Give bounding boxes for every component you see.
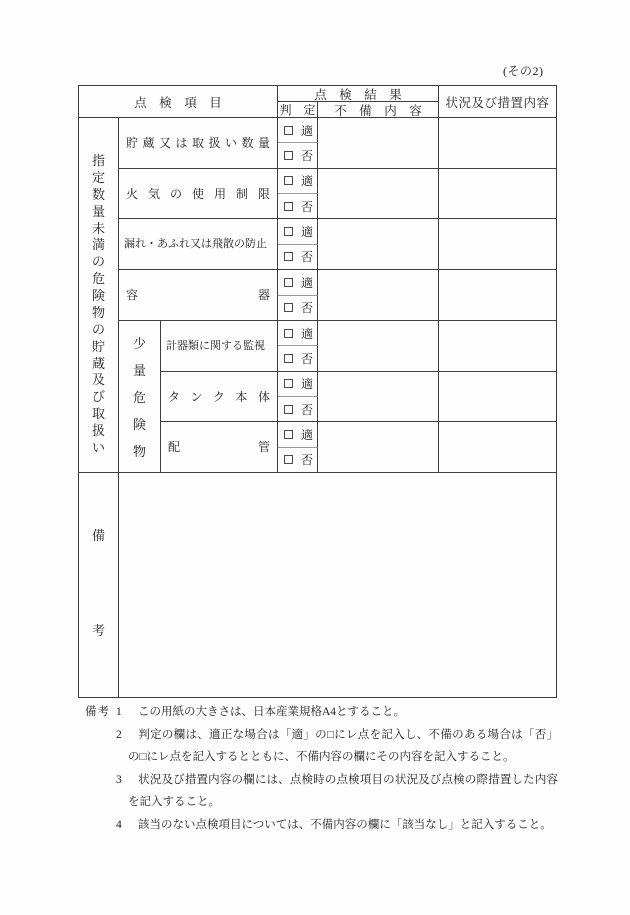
status-cell-container: [439, 270, 556, 321]
checkbox-no-icon[interactable]: [284, 202, 293, 211]
checkbox-ok-icon[interactable]: [284, 126, 293, 135]
checkbox-ok-icon[interactable]: [284, 176, 293, 185]
row-label-gauge-monitoring: 計器類に関する監視: [161, 321, 278, 372]
checkbox-no-icon[interactable]: [284, 252, 293, 261]
sub-group-label-small-quantity-hazmat: 少 量 危 険 物: [119, 321, 161, 473]
row-label-tank-body: タンク本体: [161, 372, 278, 423]
judge-no-tank-body[interactable]: 否: [278, 397, 318, 422]
header-inspection-items: 点 検 項 目: [79, 86, 278, 118]
header-judgement: 判 定: [278, 102, 318, 118]
row-label-fire-restriction: 火気の使用制限: [119, 169, 278, 220]
defect-cell-leak-prevention: [318, 219, 439, 270]
header-inspection-result: 点 検 結 果: [278, 86, 439, 102]
status-cell-fire-restriction: [439, 169, 556, 220]
footnote-2: 2 判定の欄は、適正な場合は「適」の□にレ点を記入し、不備のある場合は「否」の□にレ点を記入するとともに、不備内容の欄にその内容を記入すること。: [116, 728, 558, 763]
defect-cell-tank-body: [318, 372, 439, 423]
defect-cell-gauge-monitoring: [318, 321, 439, 372]
footnotes-list: [116, 701, 558, 836]
status-cell-tank-body: [439, 372, 556, 423]
checkbox-ok-icon[interactable]: [284, 278, 293, 287]
checkbox-ok-icon[interactable]: [284, 227, 293, 236]
row-label-piping: 配管: [161, 422, 278, 473]
footnote-4: 4 該当のない点検項目については、不備内容の欄に「該当なし」と記入すること。: [116, 818, 552, 831]
defect-cell-fire-restriction: [318, 169, 439, 220]
footnotes-label: 備考: [85, 706, 110, 718]
checkbox-no-icon[interactable]: [284, 455, 293, 464]
judge-no-storage-quantity[interactable]: 否: [278, 143, 318, 168]
row-label-leak-prevention: 漏れ・あふれ又は飛散の防止: [119, 219, 278, 270]
judge-ok-storage-quantity[interactable]: 適: [278, 118, 318, 143]
remarks-input-area: [119, 473, 556, 697]
checkbox-ok-icon[interactable]: [284, 379, 293, 388]
defect-cell-storage-quantity: [318, 118, 439, 169]
judge-ok-piping[interactable]: 適: [278, 422, 318, 447]
footnote-1: 1 この用紙の大きさは、日本産業規格A4とすること。: [116, 706, 406, 718]
checkbox-no-icon[interactable]: [284, 354, 293, 363]
defect-cell-piping: [318, 422, 439, 473]
checkbox-ok-icon[interactable]: [284, 430, 293, 439]
status-cell-gauge-monitoring: [439, 321, 556, 372]
judge-ok-fire-restriction[interactable]: 適: [278, 169, 318, 194]
page-corner-label: (その2): [503, 64, 544, 78]
judge-no-piping[interactable]: 否: [278, 448, 318, 473]
checkbox-no-icon[interactable]: [284, 405, 293, 414]
row-label-storage-quantity: 貯蔵又は取扱い数量: [119, 118, 278, 169]
judge-no-container[interactable]: 否: [278, 296, 318, 321]
judge-ok-gauge-monitoring[interactable]: 適: [278, 321, 318, 346]
footnote-3: 3 状況及び措置内容の欄には、点検時の点検項目の状況及び点検の際措置した内容を記入すること。: [116, 773, 558, 808]
judge-no-leak-prevention[interactable]: 否: [278, 245, 318, 270]
group-label-designated-quantity: 指 定 数 量 未 満 の 危 険 物 の 貯 蔵 及 び 取 扱 い: [79, 118, 119, 473]
remarks-row-label: 備 考: [79, 473, 119, 697]
judge-ok-tank-body[interactable]: 適: [278, 372, 318, 397]
inspection-table: [78, 85, 557, 698]
status-cell-storage-quantity: [439, 118, 556, 169]
defect-cell-container: [318, 270, 439, 321]
judge-ok-leak-prevention[interactable]: 適: [278, 219, 318, 244]
judge-no-gauge-monitoring[interactable]: 否: [278, 346, 318, 371]
checkbox-no-icon[interactable]: [284, 151, 293, 160]
checkbox-no-icon[interactable]: [284, 303, 293, 312]
header-status-measures: 状況及び措置内容: [439, 86, 556, 118]
checkbox-ok-icon[interactable]: [284, 329, 293, 338]
judge-no-fire-restriction[interactable]: 否: [278, 194, 318, 219]
judge-ok-container[interactable]: 適: [278, 270, 318, 295]
footnotes: [85, 701, 558, 836]
status-cell-leak-prevention: [439, 219, 556, 270]
row-label-container: 容器: [119, 270, 278, 321]
header-defect-content: 不 備 内 容: [318, 102, 439, 118]
status-cell-piping: [439, 422, 556, 473]
